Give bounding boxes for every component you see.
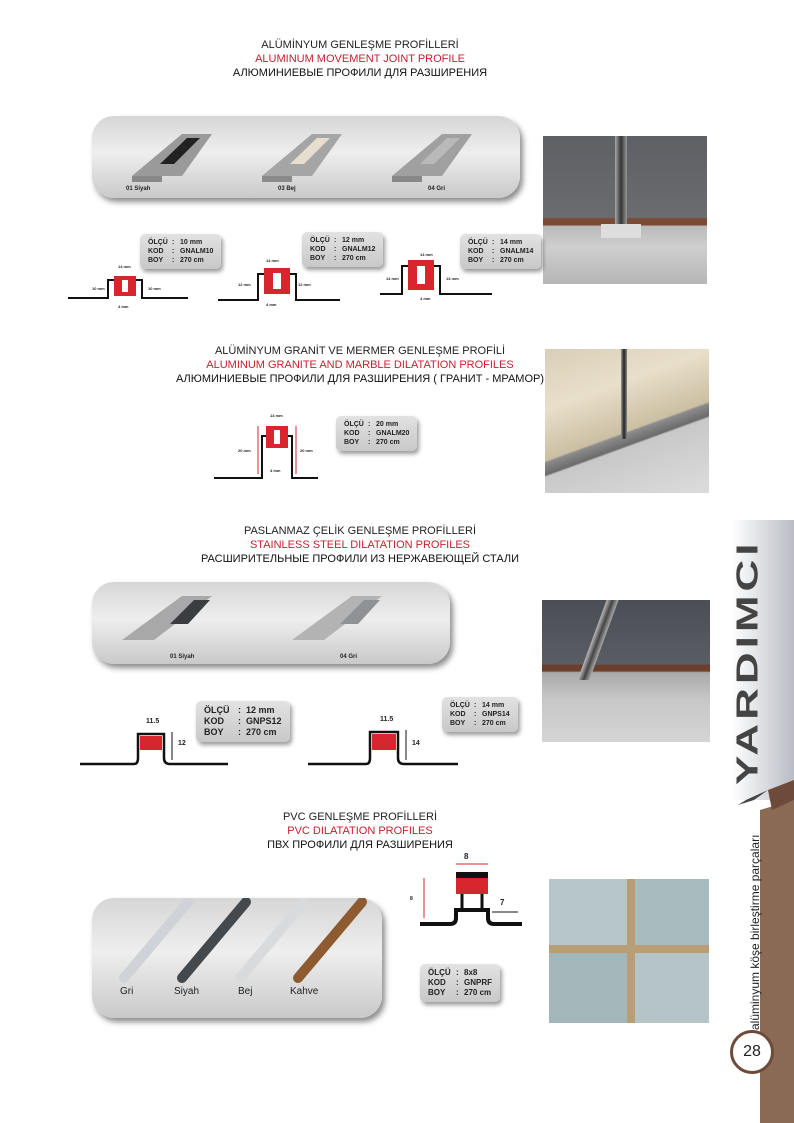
pvc-cross-section	[410, 848, 528, 932]
title-ru: АЛЮМИНИЕВЫЕ ПРОФИЛИ ДЛЯ РАЗШИРЕНИЯ ( ГРАНИТ - МРАМОР)	[175, 373, 545, 385]
dim-label: 20 mm	[300, 448, 313, 453]
color-label: Bej	[238, 986, 253, 997]
movement-application-photo	[543, 136, 707, 284]
olcu-value: 12 mm	[246, 705, 275, 715]
pvc-profiles-image	[92, 898, 382, 1018]
dim-label: 11.5	[380, 716, 394, 723]
olcu-key: ÖLÇÜ	[450, 702, 470, 709]
movement-profiles-image	[92, 116, 520, 198]
color-label: Siyah	[174, 986, 200, 997]
kod-value: GNPRF	[464, 978, 492, 987]
dim-label: 11.5	[146, 718, 160, 725]
dim-label: 14 mm	[118, 264, 131, 269]
boy-value: 270 cm	[246, 727, 277, 737]
title-en: PVC DILATATION PROFILES	[287, 825, 433, 837]
olcu-value: 12 mm	[342, 237, 365, 244]
title-en: ALUMINUM GRANITE AND MARBLE DILATATION PROFILES	[206, 359, 514, 371]
boy-key: BOY	[310, 255, 326, 262]
kod-key: KOD	[344, 430, 360, 437]
dim-label: 14 mm	[420, 252, 433, 257]
boy-value: 270 cm	[500, 257, 524, 264]
kod-value: GNPS14	[482, 711, 510, 718]
kod-key: KOD	[428, 978, 446, 987]
kod-key: KOD	[310, 246, 326, 253]
color-label: Kahve	[290, 986, 319, 997]
title-en: ALUMINUM MOVEMENT JOINT PROFILE	[255, 53, 465, 65]
color-label: Gri	[120, 986, 134, 997]
section-movement-title	[100, 38, 620, 80]
title-ru: АЛЮМИНИЕВЫЕ ПРОФИЛИ ДЛЯ РАЗШИРЕНИЯ	[232, 67, 488, 79]
boy-key: BOY	[468, 257, 484, 264]
boy-value: 270 cm	[482, 720, 506, 727]
color-label: 03 Bej	[278, 186, 296, 192]
sidebar-subtitle: alüminyum köşe birleştirme parçaları	[748, 834, 762, 1030]
olcu-key: ÖLÇÜ	[468, 239, 488, 246]
dim-label: 8	[410, 896, 413, 902]
section-pvc-title	[100, 810, 620, 852]
kod-value: GNALM20	[376, 430, 410, 437]
color-label: 04 Gri	[340, 654, 358, 660]
spec-box-ps14: ÖLÇÜ : 14 mm KOD : GNPS14 BOY : 270 cm	[442, 697, 518, 732]
boy-key: BOY	[148, 257, 164, 264]
color-label: 04 Gri	[428, 186, 446, 192]
kod-key: KOD	[148, 248, 164, 255]
profile-grey	[392, 134, 472, 182]
boy-value: 270 cm	[376, 439, 400, 446]
kod-value: GNALM12	[342, 246, 376, 253]
spec-box-14: ÖLÇÜ : 14 mm KOD : GNALM14 BOY : 270 cm	[460, 234, 541, 269]
title-tr: PVC GENLEŞME PROFİLLERİ	[282, 811, 438, 823]
boy-key: BOY	[344, 439, 360, 446]
dim-label: 4 mm	[420, 296, 431, 301]
page-number: 28	[730, 1030, 774, 1074]
dim-label: 10 mm	[148, 286, 161, 291]
brand-vertical: YARDIMCI	[730, 539, 765, 785]
right-sidebar	[724, 0, 794, 1123]
olcu-key: ÖLÇÜ	[344, 421, 364, 428]
stainless-profiles-image	[92, 582, 450, 664]
section-stainless-title	[100, 524, 620, 566]
olcu-key: ÖLÇÜ	[310, 237, 330, 244]
olcu-value: 20 mm	[376, 421, 399, 428]
dim-label: 4 mm	[270, 468, 281, 473]
title-ru: ПВХ ПРОФИЛИ ДЛЯ РАЗШИРЕНИЯ	[267, 839, 453, 851]
olcu-key: ÖLÇÜ	[428, 968, 451, 977]
boy-value: 270 cm	[180, 257, 204, 264]
dim-label: 4 mm	[118, 304, 129, 309]
title-en: STAINLESS STEEL DILATATION PROFILES	[249, 539, 471, 551]
spec-box-ps12: ÖLÇÜ : 12 mm KOD : GNPS12 BOY : 270 cm	[196, 701, 290, 742]
title-tr: PASLANMAZ ÇELİK GENLEŞME PROFİLLERİ	[243, 525, 477, 537]
section-drawing-ps12	[80, 732, 228, 764]
dim-label: 12 mm	[238, 282, 251, 287]
stainless-cross-sections	[76, 716, 536, 772]
dim-label: 20 mm	[238, 448, 251, 453]
olcu-key: ÖLÇÜ	[204, 705, 230, 715]
dim-label: 14 mm	[386, 276, 399, 281]
dim-label: 14 mm	[270, 413, 283, 418]
stainless-application-photo	[542, 600, 710, 742]
olcu-value: 10 mm	[180, 239, 203, 246]
kod-value: GNALM14	[500, 248, 534, 255]
spec-box-10: ÖLÇÜ : 10 mm KOD : GNALM10 BOY : 270 cm	[140, 234, 221, 269]
dim-label: 14	[412, 740, 420, 747]
boy-value: 270 cm	[342, 255, 366, 262]
olcu-key: ÖLÇÜ	[148, 239, 168, 246]
kod-key: KOD	[468, 248, 484, 255]
profile-black	[132, 134, 212, 182]
pvc-products-panel	[92, 898, 382, 1018]
dim-label: 12 mm	[298, 282, 311, 287]
dim-label: 8	[464, 852, 469, 861]
kod-key: KOD	[450, 711, 466, 718]
olcu-value: 8x8	[464, 968, 478, 977]
title-tr: ALÜMİNYUM GRANİT VE MERMER GENLEŞME PROFİLİ	[214, 345, 506, 357]
profile-grey	[292, 596, 382, 640]
boy-key: BOY	[204, 727, 224, 737]
section-drawing-ps14	[308, 730, 458, 764]
pvc-application-photo	[549, 879, 709, 1023]
granite-application-photo	[545, 349, 709, 493]
title-ru: РАСШИРИТЕЛЬНЫЕ ПРОФИЛИ ИЗ НЕРЖАВЕЮЩЕЙ СТАЛИ	[200, 553, 520, 565]
boy-key: BOY	[428, 988, 446, 997]
kod-value: GNPS12	[246, 716, 282, 726]
kod-value: GNALM10	[180, 248, 214, 255]
olcu-value: 14 mm	[500, 239, 523, 246]
color-label: 01 Siyah	[170, 654, 195, 660]
dim-label: 7	[500, 898, 505, 907]
spec-box-pvc: ÖLÇÜ : 8x8 KOD : GNPRF BOY : 270 cm	[420, 964, 500, 1002]
movement-products-panel	[92, 116, 520, 198]
dim-label: 12	[178, 740, 186, 747]
kod-key: KOD	[204, 716, 224, 726]
title-tr: ALÜMİNYUM GENLEŞME PROFİLLERİ	[261, 39, 459, 51]
section-drawing-12	[218, 268, 340, 300]
dim-label: 10 mm	[92, 286, 105, 291]
profile-black	[122, 596, 212, 640]
dim-label: 14 mm	[446, 276, 459, 281]
section-drawing-10	[68, 276, 188, 298]
dim-label: 14 mm	[266, 258, 279, 263]
dim-label: 4 mm	[266, 302, 277, 307]
section-granite-title	[100, 344, 620, 386]
spec-box-12: ÖLÇÜ : 12 mm KOD : GNALM12 BOY : 270 cm	[302, 232, 383, 267]
spec-box-20: ÖLÇÜ : 20 mm KOD : GNALM20 BOY : 270 cm	[336, 416, 417, 451]
olcu-value: 14 mm	[482, 702, 505, 709]
boy-value: 270 cm	[464, 988, 492, 997]
boy-key: BOY	[450, 720, 466, 727]
profile-beige	[262, 134, 342, 182]
color-label: 01 Siyah	[126, 186, 151, 192]
stainless-products-panel	[92, 582, 450, 664]
